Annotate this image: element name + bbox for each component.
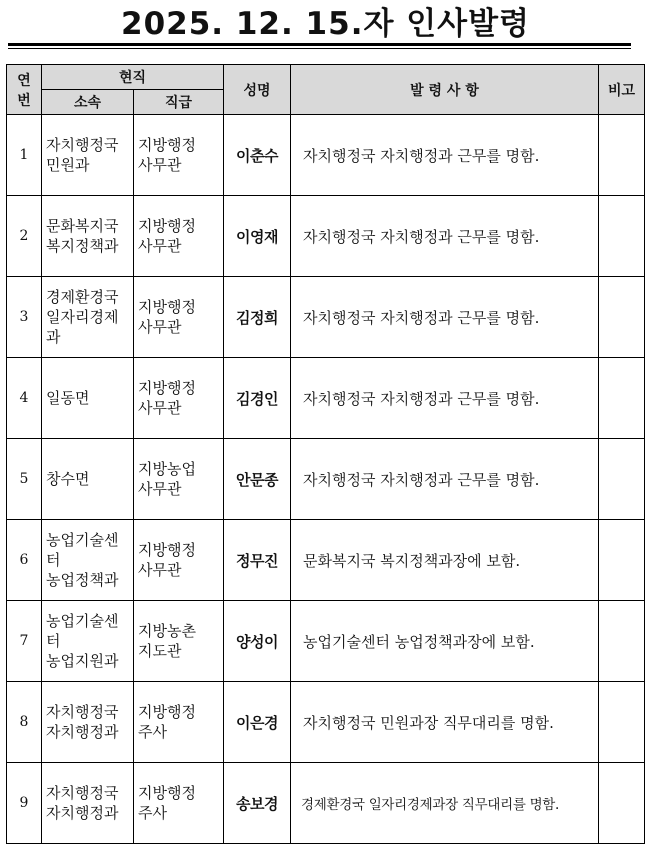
row-person-name: 송보경 bbox=[224, 763, 291, 844]
row-dept-line1: 농업기술센터 bbox=[46, 612, 119, 650]
row-person-name: 정무진 bbox=[224, 520, 291, 601]
row-dept-line1: 일동면 bbox=[46, 389, 90, 407]
row-rank-line1: 지방행정 bbox=[138, 784, 196, 802]
row-dept-line1: 자치행정국 bbox=[46, 784, 119, 802]
row-dept-line1: 창수면 bbox=[46, 470, 90, 488]
row-rank-line1: 지방행정 bbox=[138, 298, 196, 316]
row-note bbox=[599, 196, 645, 277]
row-order: 경제환경국 일자리경제과장 직무대리를 명함. bbox=[291, 763, 599, 844]
row-dept-line1: 문화복지국 bbox=[46, 217, 119, 235]
header-name: 성명 bbox=[224, 65, 291, 115]
row-rank-line2: 지도관 bbox=[138, 642, 182, 660]
row-note bbox=[599, 682, 645, 763]
header-row-top bbox=[7, 65, 645, 90]
row-seq: 7 bbox=[7, 601, 42, 682]
row-dept-line2: 민원과 bbox=[46, 156, 90, 174]
row-rank-line2: 사무관 bbox=[138, 156, 182, 174]
header-current: 현직 bbox=[42, 65, 224, 90]
row-note bbox=[599, 763, 645, 844]
row-order: 자치행정국 자치행정과 근무를 명함. bbox=[291, 358, 599, 439]
row-rank bbox=[134, 196, 224, 277]
row-note bbox=[599, 520, 645, 601]
row-note bbox=[599, 601, 645, 682]
header-dept: 소속 bbox=[42, 90, 134, 115]
row-dept-line1: 경제환경국 bbox=[46, 288, 119, 306]
row-seq: 1 bbox=[7, 115, 42, 196]
row-rank-line2: 사무관 bbox=[138, 480, 182, 498]
row-person-name: 이은경 bbox=[224, 682, 291, 763]
row-order: 자치행정국 자치행정과 근무를 명함. bbox=[291, 115, 599, 196]
row-dept-line2: 농업지원과 bbox=[46, 652, 119, 670]
row-note bbox=[599, 115, 645, 196]
row-rank-line2: 사무관 bbox=[138, 399, 182, 417]
row-dept-line1: 자치행정국 bbox=[46, 136, 119, 154]
header-seq bbox=[7, 65, 42, 115]
header-seq-bottom: 번 bbox=[17, 92, 31, 109]
row-rank bbox=[134, 520, 224, 601]
personnel-order-table bbox=[6, 64, 645, 844]
header-note: 비고 bbox=[599, 65, 645, 115]
row-person-name: 안문종 bbox=[224, 439, 291, 520]
page-title: 2025. 12. 15.자 인사발령 bbox=[121, 6, 530, 42]
row-note bbox=[599, 439, 645, 520]
row-person-name: 김경인 bbox=[224, 358, 291, 439]
row-dept bbox=[42, 115, 134, 196]
row-dept bbox=[42, 763, 134, 844]
table-row bbox=[7, 763, 645, 844]
row-order: 자치행정국 자치행정과 근무를 명함. bbox=[291, 439, 599, 520]
header-order: 발 령 사 항 bbox=[291, 65, 599, 115]
table-row bbox=[7, 358, 645, 439]
row-dept bbox=[42, 358, 134, 439]
row-rank bbox=[134, 763, 224, 844]
row-seq: 5 bbox=[7, 439, 42, 520]
row-order: 자치행정국 자치행정과 근무를 명함. bbox=[291, 277, 599, 358]
row-rank bbox=[134, 277, 224, 358]
row-rank bbox=[134, 682, 224, 763]
row-order: 농업기술센터 농업정책과장에 보함. bbox=[291, 601, 599, 682]
table-row bbox=[7, 682, 645, 763]
header-rank: 직급 bbox=[134, 90, 224, 115]
title-underline-thin bbox=[8, 48, 631, 49]
row-rank-line1: 지방행정 bbox=[138, 217, 196, 235]
row-rank-line2: 사무관 bbox=[138, 318, 182, 336]
row-seq: 2 bbox=[7, 196, 42, 277]
row-dept-line1: 농업기술센터 bbox=[46, 531, 119, 569]
row-dept-line1: 자치행정국 bbox=[46, 703, 119, 721]
row-dept-line2: 자치행정과 bbox=[46, 804, 119, 822]
row-dept bbox=[42, 520, 134, 601]
row-person-name: 김정희 bbox=[224, 277, 291, 358]
row-person-name: 이춘수 bbox=[224, 115, 291, 196]
row-order: 문화복지국 복지정책과장에 보함. bbox=[291, 520, 599, 601]
row-dept bbox=[42, 439, 134, 520]
row-person-name: 이영재 bbox=[224, 196, 291, 277]
header-seq-top: 연 bbox=[17, 72, 31, 89]
row-note bbox=[599, 277, 645, 358]
table-row bbox=[7, 277, 645, 358]
row-person-name: 양성이 bbox=[224, 601, 291, 682]
row-dept bbox=[42, 601, 134, 682]
row-dept-line2: 일자리경제과 bbox=[46, 308, 119, 346]
table-row bbox=[7, 115, 645, 196]
row-rank-line1: 지방농업 bbox=[138, 460, 196, 478]
row-rank-line2: 주사 bbox=[138, 804, 167, 822]
row-seq: 9 bbox=[7, 763, 42, 844]
row-rank bbox=[134, 358, 224, 439]
row-rank-line1: 지방행정 bbox=[138, 136, 196, 154]
table-row bbox=[7, 520, 645, 601]
row-dept bbox=[42, 196, 134, 277]
row-rank bbox=[134, 115, 224, 196]
row-rank-line1: 지방행정 bbox=[138, 703, 196, 721]
row-dept-line2: 자치행정과 bbox=[46, 723, 119, 741]
row-rank bbox=[134, 601, 224, 682]
row-order: 자치행정국 민원과장 직무대리를 명함. bbox=[291, 682, 599, 763]
row-dept-line2: 복지정책과 bbox=[46, 237, 119, 255]
title-underline-thick bbox=[8, 43, 631, 46]
row-seq: 3 bbox=[7, 277, 42, 358]
table-row bbox=[7, 196, 645, 277]
row-seq: 8 bbox=[7, 682, 42, 763]
row-rank-line1: 지방농촌 bbox=[138, 622, 196, 640]
row-dept-line2: 농업정책과 bbox=[46, 571, 119, 589]
row-rank-line1: 지방행정 bbox=[138, 541, 196, 559]
row-dept bbox=[42, 277, 134, 358]
row-rank-line1: 지방행정 bbox=[138, 379, 196, 397]
row-note bbox=[599, 358, 645, 439]
row-rank bbox=[134, 439, 224, 520]
row-seq: 6 bbox=[7, 520, 42, 601]
row-rank-line2: 사무관 bbox=[138, 561, 182, 579]
row-rank-line2: 사무관 bbox=[138, 237, 182, 255]
row-rank-line2: 주사 bbox=[138, 723, 167, 741]
row-order: 자치행정국 자치행정과 근무를 명함. bbox=[291, 196, 599, 277]
row-seq: 4 bbox=[7, 358, 42, 439]
row-dept bbox=[42, 682, 134, 763]
table-row bbox=[7, 439, 645, 520]
table-row bbox=[7, 601, 645, 682]
